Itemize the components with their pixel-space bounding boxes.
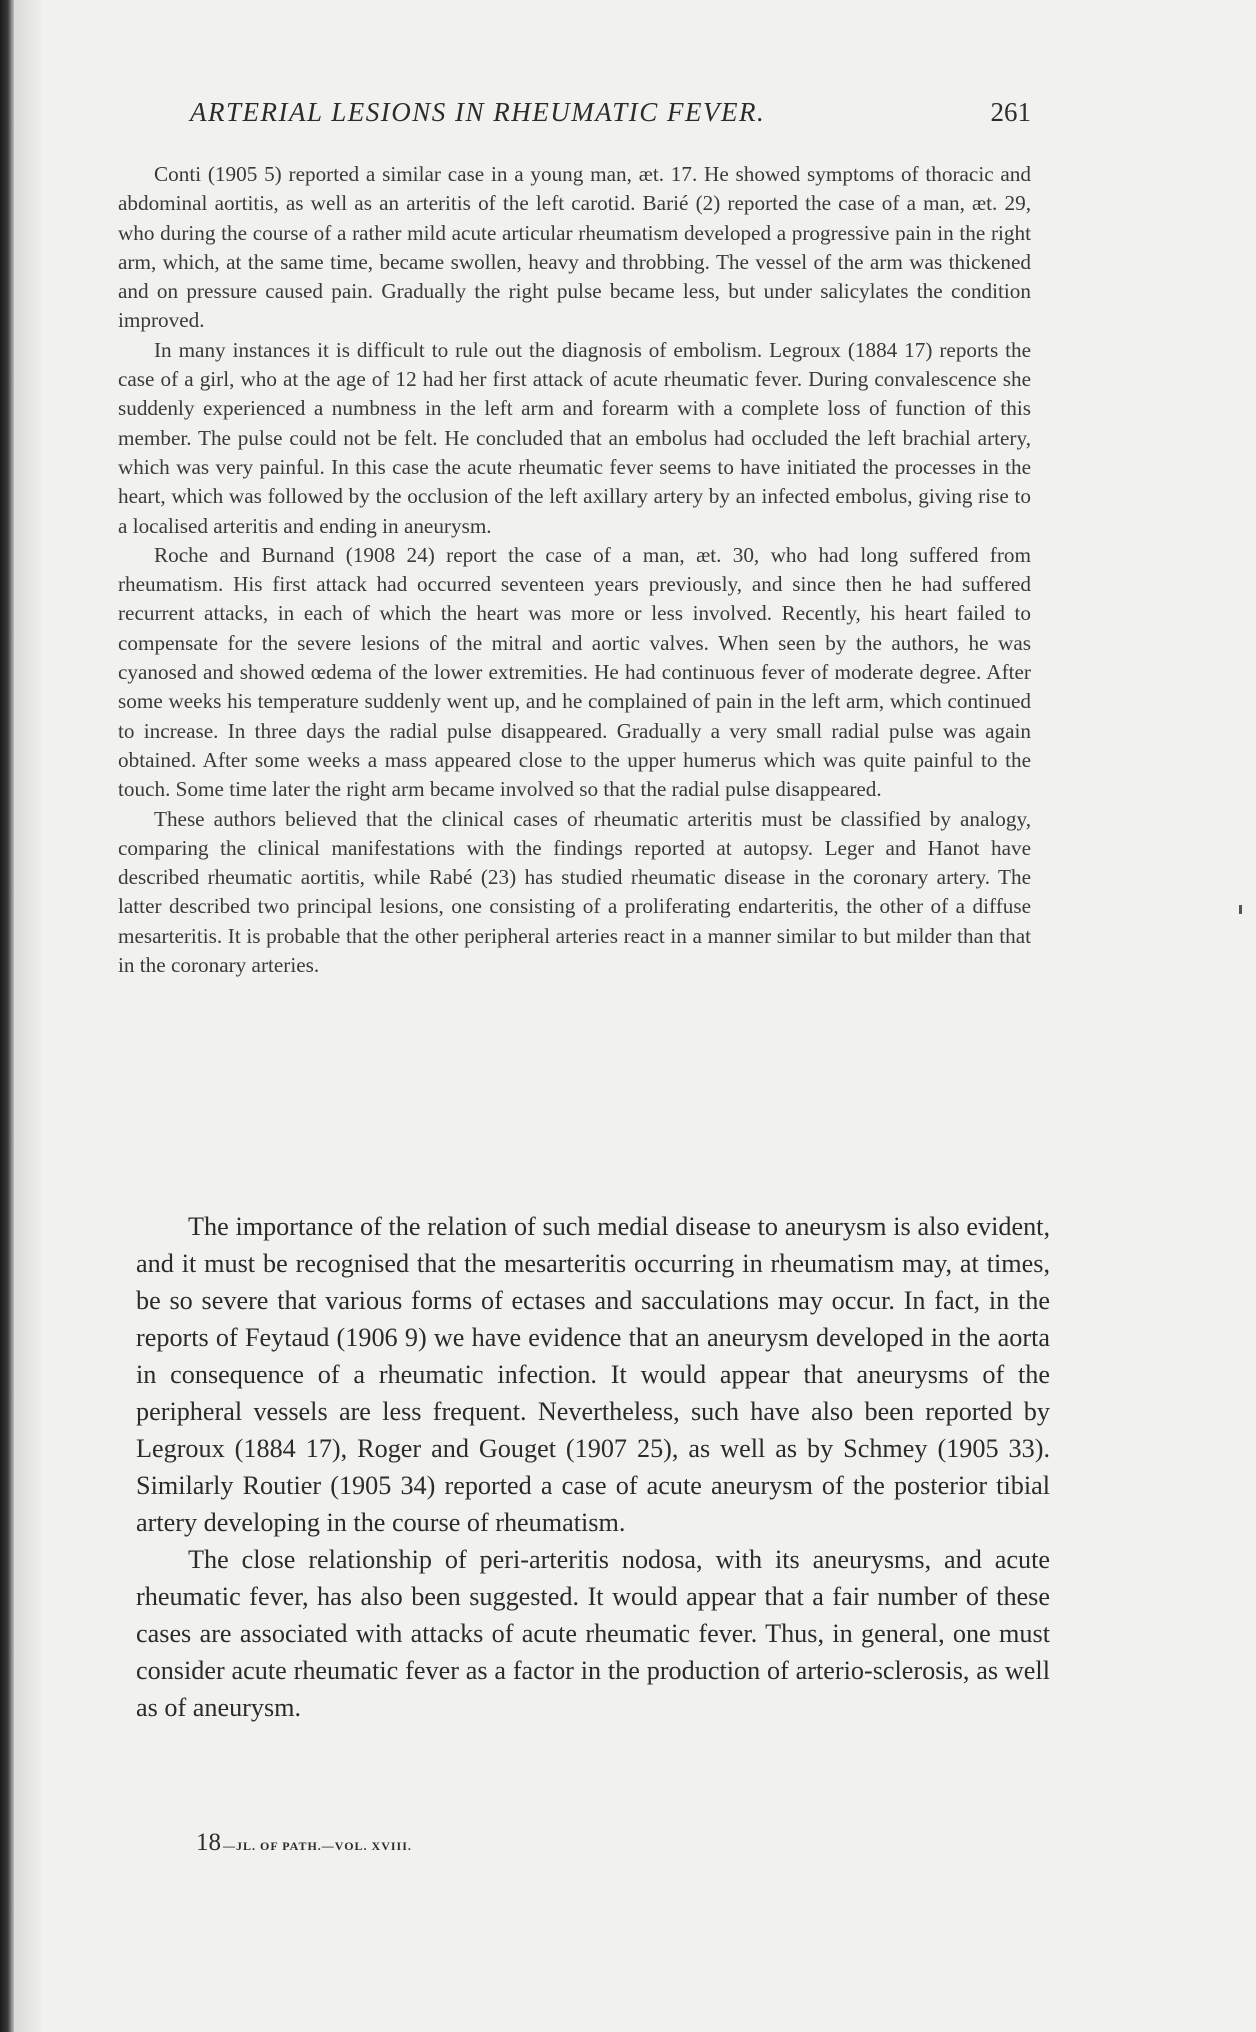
page-number: 261 — [990, 97, 1031, 127]
signature-number: 18 — [196, 1829, 221, 1856]
page-header — [135, 97, 1031, 137]
page-footer — [196, 1829, 412, 1857]
journal-reference: —JL. OF PATH.—VOL. XVIII. — [223, 1839, 412, 1853]
paragraph-aneurysm: The importance of the relation of such medial disease to aneurysm is also evident, and it must be recognised that the mesarteritis occurring in rheumatism may, at times, be so severe that various forms of ectases and sacculations may occur. In fact, in the reports of Feytaud (1906 9) we have evidence that an aneurysm developed in the aorta in consequence of a rheumatic infection. It would appear that aneurysms of the peripheral vessels are less frequent. Nevertheless, such have also been reported by Legroux (1884 17), Roger and Gouget (1907 25), as well as by Schmey (1905 33). Similarly Routier (1905 34) reported a case of acute aneurysm of the posterior tibial artery developing in the course of rheumatism. — [136, 1212, 1050, 1537]
spine-shadow — [14, 0, 44, 2032]
running-title: ARTERIAL LESIONS IN RHEUMATIC FEVER. — [190, 97, 766, 127]
book-spine-edge — [0, 0, 14, 2032]
paragraph-legroux: In many instances it is difficult to rule out the diagnosis of embolism. Legroux (1884 17) reports the case of a girl, who at the age of 12 had her first attack of acute rheumatic fever. During convalescence she suddenly experienced a numbness in the left arm and forearm with a complete loss of function of this member. The pulse could not be felt. He concluded that an embolus had occluded the left brachial artery, which was very painful. In this case the acute rheumatic fever seems to have initiated the processes in the heart, which was followed by the occlusion of the left axillary artery by an infected embolus, giving rise to a localised arteritis and ending in aneurysm. — [118, 337, 1031, 538]
small-print-section — [118, 160, 1031, 980]
paragraph-roche-burnand: Roche and Burnand (1908 24) report the case of a man, æt. 30, who had long suffered from rheumatism. His first attack had occurred seventeen years previously, and since then he had suffered recurrent attacks, in each of which the heart was more or less involved. Recently, his heart failed to compensate for the severe lesions of the mitral and aortic valves. When seen by the authors, he was cyanosed and showed œdema of the lower extremities. He had continuous fever of moderate degree. After some weeks his temperature suddenly went up, and he complained of pain in the left arm, which continued to increase. In three days the radial pulse disappeared. Gradually a very small radial pulse was again obtained. After some weeks a mass appeared close to the upper humerus which was quite painful to the touch. Some time later the right arm became involved so that the radial pulse disappeared. — [118, 542, 1031, 802]
main-text-section — [136, 1208, 1050, 1726]
paragraph-conti: Conti (1905 5) reported a similar case in a young man, æt. 17. He showed symptoms of thoracic and abdominal aortitis, as well as an arteritis of the left carotid. Barié (2) reported the case of a man, æt. 29, who during the course of a rather mild acute articular rheumatism developed a progressive pain in the right arm, which, at the same time, became swollen, heavy and throbbing. The vessel of the arm was thickened and on pressure caused pain. Gradually the right pulse became less, but under salicylates the condition improved. — [118, 162, 1031, 333]
paragraph-periarteritis: The close relationship of peri-arteritis nodosa, with its aneurysms, and acute rheumatic fever, has also been suggested. It would appear that a fair number of these cases are associated with attacks of acute rheumatic fever. Thus, in general, one must consider acute rheumatic fever as a factor in the production of arterio-sclerosis, as well as of aneurysm. — [136, 1545, 1050, 1722]
page-edge-mark — [1239, 905, 1242, 914]
paragraph-classification: These authors believed that the clinical cases of rheumatic arteritis must be classified by analogy, comparing the clinical manifestations with the findings reported at autopsy. Leger and Hanot have described rheumatic aortitis, while Rabé (23) has studied rheumatic disease in the coronary artery. The latter described two principal lesions, one consisting of a proliferating endarteritis, the other of a diffuse mesarteritis. It is probable that the other peripheral arteries react in a manner similar to but milder than that in the coronary arteries. — [118, 806, 1031, 978]
